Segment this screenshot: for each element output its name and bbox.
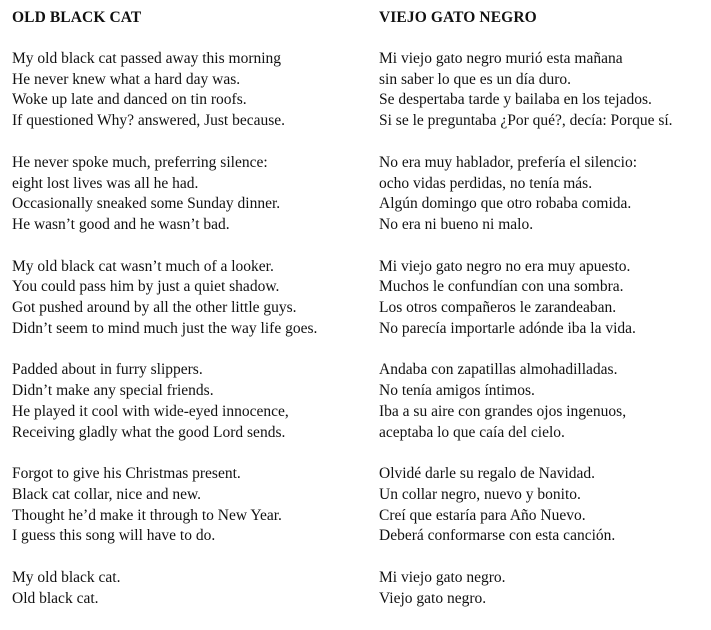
english-title: OLD BLACK CAT [12, 9, 142, 26]
poem-line: Padded about in furry slippers. [12, 361, 203, 379]
poem-line: You could pass him by just a quiet shadow. [12, 278, 280, 296]
poem-line: If questioned Why? answered, Just because. [12, 112, 286, 130]
spanish-stanza-1 [379, 49, 709, 132]
poem-line: aceptaba lo que caía del cielo. [379, 423, 565, 441]
poem-line: He never knew what a hard day was. [12, 70, 241, 88]
poem-line: He never spoke much, preferring silence: [12, 153, 268, 171]
english-stanza-4 [12, 360, 362, 443]
english-stanza-1 [12, 49, 362, 132]
poem-line: Black cat collar, nice and new. [12, 485, 202, 503]
poem-line: Viejo gato negro. [379, 589, 487, 607]
english-stanza-5 [12, 464, 362, 547]
poem-line: Un collar negro, nuevo y bonito. [379, 485, 581, 503]
poem-line: Didn’t seem to mind much just the way life goes. [12, 319, 318, 337]
poem-line: He wasn’t good and he wasn’t bad. [12, 215, 230, 233]
poem-line: Si se le preguntaba ¿Por qué?, decía: Porque sí. [379, 112, 673, 130]
poem-line: Muchos le confundían con una sombra. [379, 278, 624, 296]
english-stanza-2 [12, 153, 362, 236]
poem-line: No era ni bueno ni malo. [379, 215, 534, 233]
spanish-stanza-6 [379, 568, 709, 609]
poem-line: Mi viejo gato negro murió esta mañana [379, 50, 623, 67]
poem-line: I guess this song will have to do. [12, 527, 216, 545]
poem-line: My old black cat passed away this morning [12, 50, 282, 67]
english-stanza-6 [12, 568, 362, 609]
poem-line: Iba a su aire con grandes ojos ingenuos, [379, 402, 627, 420]
spanish-stanza-5 [379, 464, 709, 547]
spanish-stanza-3 [379, 257, 709, 340]
poem-line: Receiving gladly what the good Lord sends. [12, 423, 286, 441]
poem-line: Olvidé darle su regalo de Navidad. [379, 465, 596, 483]
spanish-title: VIEJO GATO NEGRO [379, 9, 537, 26]
spanish-poem [379, 8, 709, 630]
poem-line: Got pushed around by all the other little guys. [12, 299, 297, 317]
poem-line: Deberá conformarse con esta canción. [379, 527, 616, 545]
poem-line: Algún domingo que otro robaba comida. [379, 195, 632, 213]
poem-line: Se despertaba tarde y bailaba en los tejados. [379, 91, 652, 109]
poem-line: My old black cat. [12, 569, 121, 587]
poem-line: Woke up late and danced on tin roofs. [12, 91, 247, 109]
spanish-stanza-2 [379, 153, 709, 236]
poem-line: My old black cat wasn’t much of a looker. [12, 257, 274, 275]
poem-line: Creí que estaría para Año Nuevo. [379, 506, 586, 524]
poem-line: ocho vidas perdidas, no tenía más. [379, 174, 593, 192]
poem-line: Forgot to give his Christmas present. [12, 465, 241, 483]
poem-line: sin saber lo que es un día duro. [379, 70, 571, 88]
spanish-stanza-4 [379, 360, 709, 443]
poem-line: Mi viejo gato negro. [379, 569, 506, 587]
poem-line: No tenía amigos íntimos. [379, 382, 535, 400]
poem-line: Thought he’d make it through to New Year. [12, 506, 282, 524]
poem-line: Occasionally sneaked some Sunday dinner. [12, 195, 281, 213]
poem-line: Los otros compañeros le zarandeaban. [379, 299, 617, 317]
english-stanza-3 [12, 257, 362, 340]
poem-line: No era muy hablador, prefería el silencio: [379, 153, 638, 171]
poem-line: He played it cool with wide-eyed innocence, [12, 402, 289, 420]
english-poem [12, 8, 362, 630]
poem-line: Old black cat. [12, 589, 99, 607]
poem-line: eight lost lives was all he had. [12, 174, 199, 192]
poem-line: Mi viejo gato negro no era muy apuesto. [379, 257, 631, 275]
poem-line: Didn’t make any special friends. [12, 382, 214, 400]
poem-line: No parecía importarle adónde iba la vida. [379, 319, 636, 337]
poem-line: Andaba con zapatillas almohadilladas. [379, 361, 618, 379]
